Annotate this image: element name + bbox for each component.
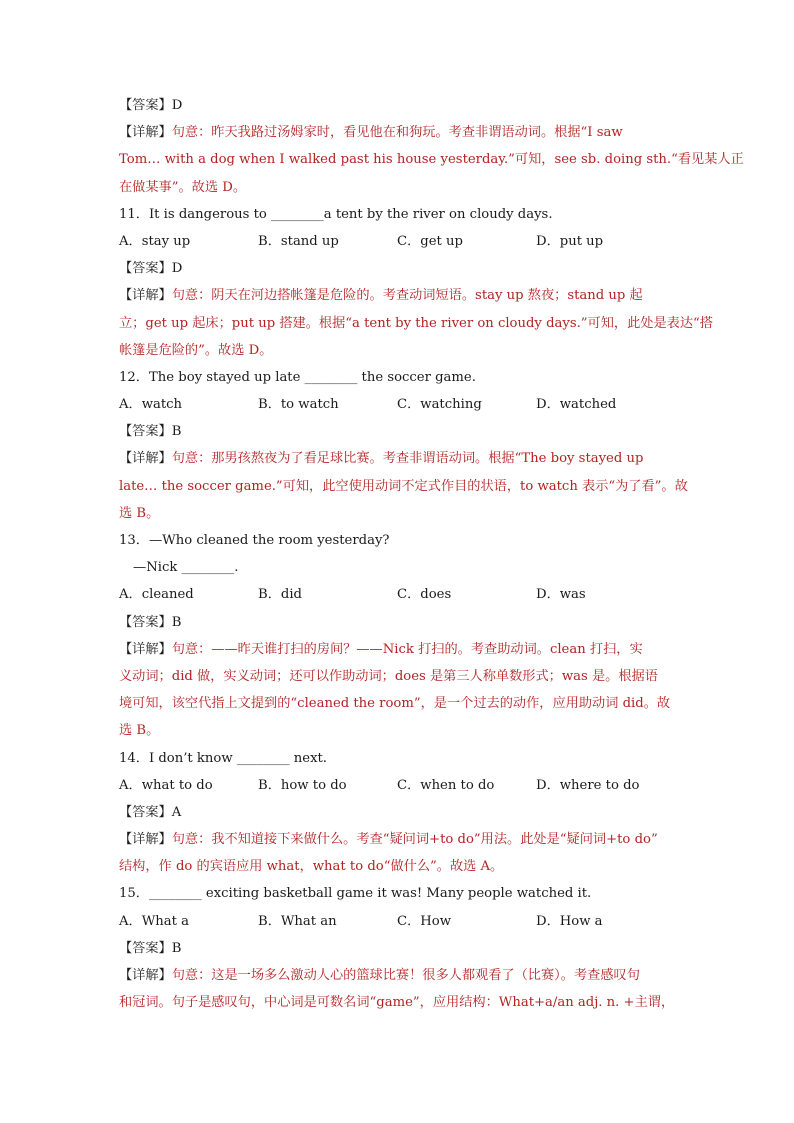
explanation-line — [119, 962, 679, 989]
explanation-text: 选 B。 — [119, 505, 160, 521]
explanation-line — [119, 989, 679, 1016]
answer-letter: B — [171, 424, 182, 440]
answer-letter: D — [171, 261, 183, 277]
answer-line — [119, 799, 679, 826]
explanation-text: 和冠词。句子是感叹句，中心词是可数名词“game”，应用结构：What+a/an adj. n. +主谓， — [119, 995, 675, 1011]
explanation-text: 境可知，该空代指上文提到的“cleaned the room”，是一个过去的动作，应用助动词 did。故 — [119, 696, 671, 712]
option-item: C．get up — [397, 233, 463, 249]
option-item: C．watching — [397, 397, 482, 413]
explanation-line — [119, 853, 679, 880]
explanation-line — [119, 310, 713, 337]
option-item: B．stand up — [258, 233, 339, 249]
answer-letter: D — [171, 98, 183, 113]
question-stem: 15．________ exciting basketball game it was! Many people watched it. — [119, 886, 592, 902]
answer-options — [119, 581, 679, 608]
explanation-text: 立；get up 起床；put up 搭建。根据“a tent by the river on cloudy days.”可知，此处是表达“搭 — [119, 315, 713, 331]
option-item: D．watched — [536, 397, 617, 413]
explanation-line — [119, 663, 679, 690]
explanation-text: 句意：阴天在河边搭帐篷是危险的。考查动词短语。stay up 熬夜；stand up 起 — [171, 288, 643, 304]
explanation-text: 帐篷是危险的”。故选 D。 — [119, 342, 273, 358]
explanation-text: late… the soccer game.”可知，此空使用动词不定式作目的状语，to watch 表示“为了看”。故 — [119, 478, 688, 494]
explanation-text: Tom… with a dog when I walked past his house yesterday.”可知，see sb. doing sth.“看见某人正 — [119, 152, 744, 168]
option-item: D．was — [536, 587, 586, 603]
answer-label: 【答案】 — [119, 804, 172, 820]
explanation-line — [119, 337, 679, 364]
explanation-text: 义动词；did 做，实义动词；还可以作助动词；does 是第三人称单数形式；was 是。根据语 — [119, 668, 658, 684]
explanation-text: 选 B。 — [119, 723, 160, 739]
option-item: B．What an — [258, 913, 337, 929]
answer-options — [119, 228, 679, 255]
explanation-line — [119, 826, 679, 853]
answer-options — [119, 772, 679, 799]
answer-letter: B — [171, 614, 182, 630]
answer-label: 【答案】 — [119, 261, 172, 277]
explanation-text: 句意：——昨天谁打扫的房间？——Nick 打扫的。考查助动词。clean 打扫，实 — [171, 641, 643, 657]
answer-label: 【答案】 — [119, 614, 172, 630]
answer-line — [119, 418, 679, 445]
option-item: A．what to do — [119, 777, 213, 793]
explanation-line — [119, 636, 679, 663]
answer-line — [119, 92, 679, 119]
answer-letter: A — [171, 804, 182, 820]
exercise-content — [119, 92, 744, 1016]
answer-options — [119, 391, 679, 418]
explanation-label: 【详解】 — [119, 641, 172, 657]
option-item: C．How — [397, 913, 452, 929]
answer-letter: B — [171, 940, 182, 956]
explanation-line — [119, 717, 679, 744]
option-item: D．How a — [536, 913, 603, 929]
answer-line — [119, 255, 679, 282]
explanation-line — [119, 282, 679, 309]
explanation-label: 【详解】 — [119, 451, 172, 467]
option-item: A．cleaned — [119, 587, 194, 603]
option-item: D．put up — [536, 233, 604, 249]
option-item: B．how to do — [258, 777, 347, 793]
answer-label: 【答案】 — [119, 940, 172, 956]
question-stem: 12．The boy stayed up late ________ the soccer game. — [119, 369, 476, 385]
explanation-line — [119, 119, 679, 146]
explanation-line — [119, 445, 679, 472]
option-item: D．where to do — [536, 777, 640, 793]
explanation-line — [119, 500, 679, 527]
explanation-label: 【详解】 — [119, 125, 172, 141]
answer-options — [119, 908, 679, 935]
explanation-label: 【详解】 — [119, 832, 172, 848]
option-item: A．stay up — [119, 233, 191, 249]
answer-label: 【答案】 — [119, 98, 172, 113]
explanation-label: 【详解】 — [119, 968, 172, 983]
explanation-text: 句意：这是一场多么激动人心的篮球比赛！很多人都观看了（比赛）。考查感叹句 — [171, 968, 640, 983]
answer-line — [119, 935, 679, 962]
explanation-text: 句意：那男孩熬夜为了看足球比赛。考查非谓语动词。根据“The boy stayed up — [171, 451, 644, 467]
explanation-text: 在做某事”。故选 D。 — [119, 179, 247, 195]
question-stem: 11．It is dangerous to ________a tent by the river on cloudy days. — [119, 206, 553, 222]
option-item: A．What a — [119, 913, 189, 929]
answer-label: 【答案】 — [119, 424, 172, 440]
option-item: C．when to do — [397, 777, 495, 793]
explanation-text: 句意：我不知道接下来做什么。考查“疑问词+to do”用法。此处是“疑问词+to do” — [171, 832, 658, 848]
option-item: B．did — [258, 587, 302, 603]
explanation-line — [119, 473, 688, 500]
explanation-label: 【详解】 — [119, 288, 172, 304]
option-item: B．to watch — [258, 397, 339, 413]
option-item: C．does — [397, 587, 452, 603]
question-stem: 14．I don’t know ________ next. — [119, 750, 327, 766]
answer-line — [119, 609, 679, 636]
option-item: A．watch — [119, 397, 183, 413]
explanation-line — [119, 174, 679, 201]
explanation-line — [119, 146, 744, 173]
explanation-text: 句意：昨天我路过汤姆家时，看见他在和狗玩。考查非谓语动词。根据“I saw — [171, 125, 623, 141]
explanation-text: 结构，作 do 的宾语应用 what，what to do“做什么”。故选 A。 — [119, 859, 504, 875]
question-stem: —Nick ________. — [133, 560, 239, 576]
explanation-line — [119, 690, 679, 717]
question-stem: 13．—Who cleaned the room yesterday? — [119, 533, 390, 548]
